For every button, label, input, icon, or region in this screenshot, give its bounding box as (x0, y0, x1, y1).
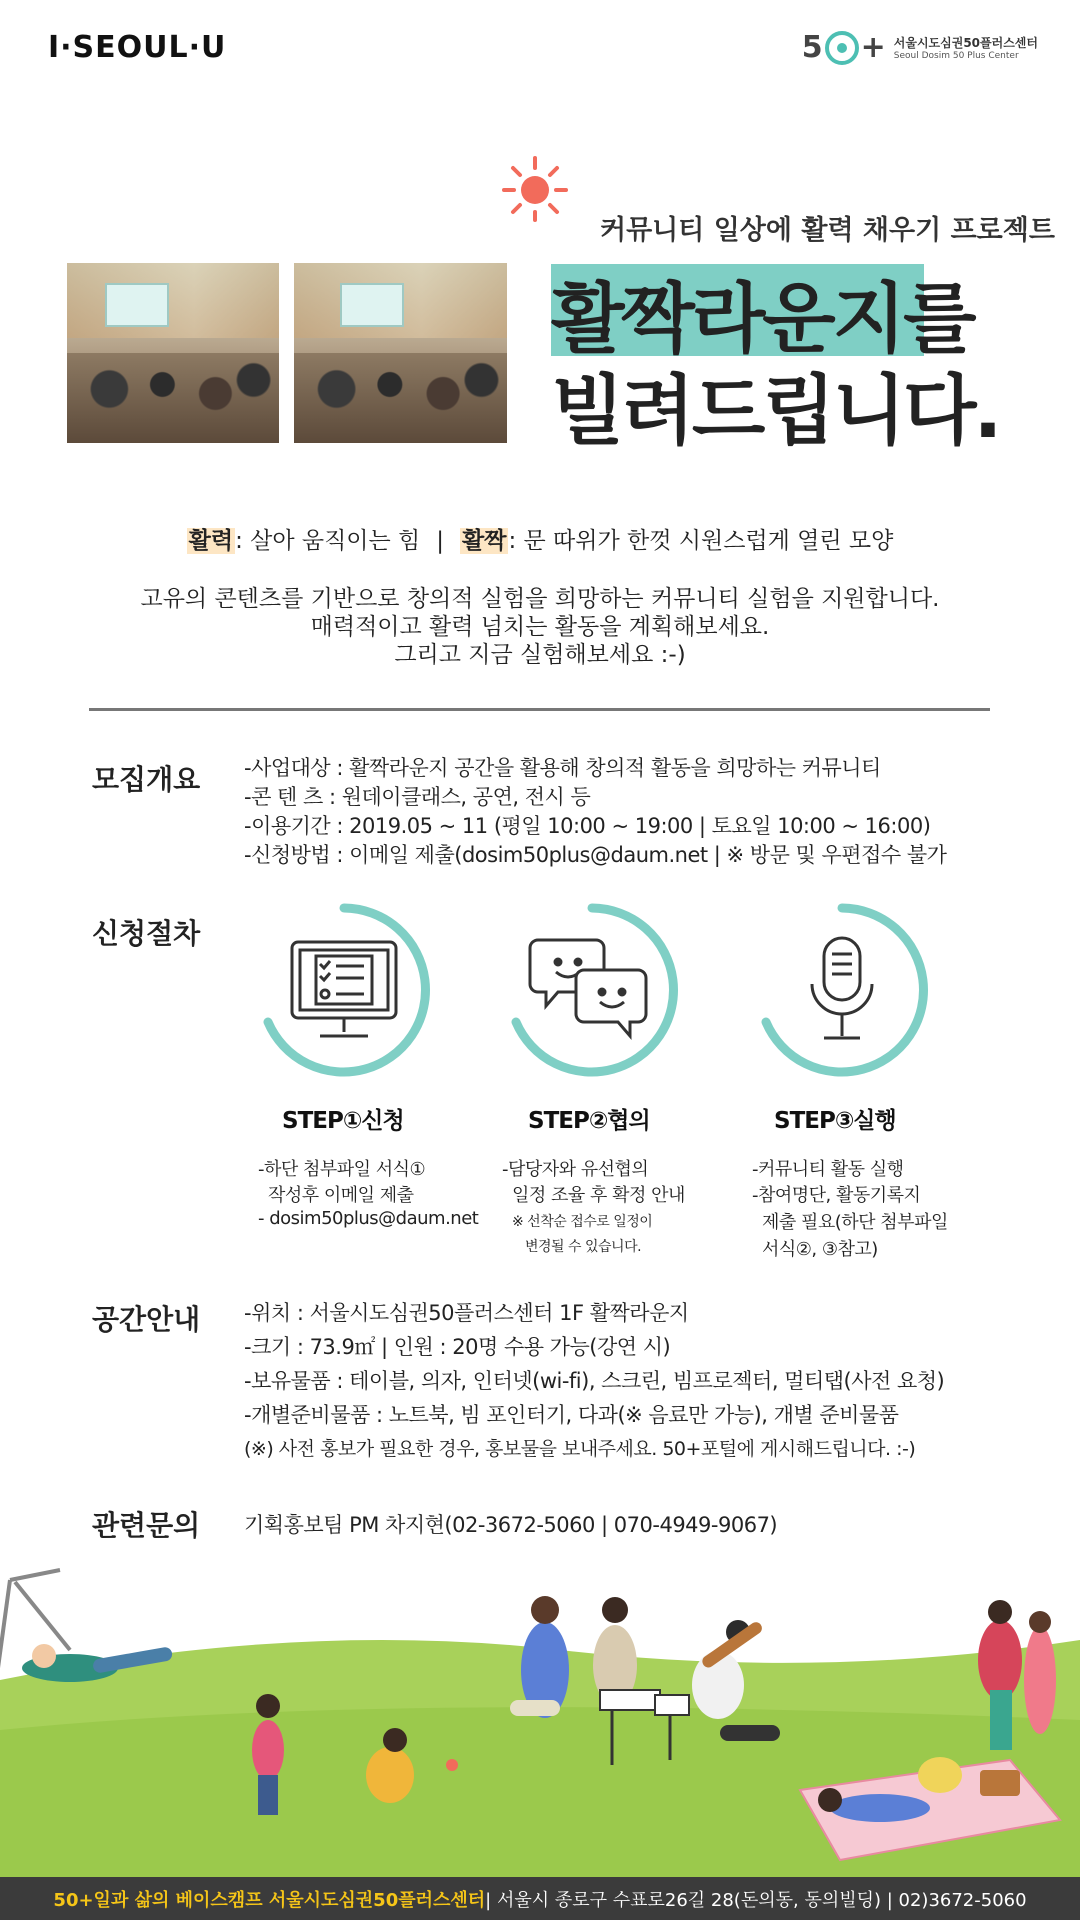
recruit-item-period: -이용기간 : 2019.05 ~ 11 (평일 10:00 ~ 19:00 | 토요일 10:00 ~ 16:00) (244, 814, 931, 838)
hero-title-line1: 활짝라운지를 (551, 274, 974, 363)
step3-desc-4: 서식②, ③참고) (762, 1239, 878, 1260)
procedure-title: 신청절차 (92, 917, 201, 950)
lounge-photo-1 (67, 263, 279, 443)
logo-ring-icon (825, 31, 859, 65)
logo-50-mark (802, 30, 886, 65)
contact-title: 관련문의 (92, 1509, 201, 1542)
step3-desc-3: 제출 필요(하단 첨부파일 (762, 1212, 948, 1233)
space-item-bring: -개별준비물품 : 노트북, 빔 포인터기, 다과(※ 음료만 가능), 개별 준비물품 (244, 1403, 899, 1427)
contact-text: 기획홍보팀 PM 차지현(02-3672-5060 | 070-4949-9067) (244, 1513, 778, 1537)
space-title: 공간안내 (92, 1303, 201, 1336)
lounge-photo-2 (294, 263, 507, 443)
step3-desc-2: -참여명단, 활동기록지 (752, 1185, 921, 1206)
step2-ring (502, 900, 682, 1080)
footer-highlight: 50+일과 삶의 베이스캠프 서울시도심권50플러스센터 (53, 1889, 486, 1911)
step3-ring (752, 900, 932, 1080)
logo-plus: + (860, 30, 886, 65)
space-item-location: -위치 : 서울시도심권50플러스센터 1F 활짝라운지 (244, 1301, 689, 1325)
step2-note-1: ※ 선착순 접수로 일정이 (512, 1214, 653, 1230)
i-seoul-u-logo: I·SEOUL·U (48, 30, 227, 65)
logo-50-digit: 5 (801, 30, 823, 65)
space-item-equipment: -보유물품 : 테이블, 의자, 인터넷(wi-fi), 스크린, 빔프로젝터, 멀티탭(사전 요청) (244, 1369, 945, 1393)
definitions-line (0, 522, 1080, 555)
microphone-icon (812, 938, 872, 1038)
logo-korean-name: 서울시도심권50플러스센터 (893, 36, 1038, 50)
definition-2: : 문 따위가 한껏 시원스럽게 열린 모양 (508, 528, 894, 554)
recruit-item-content: -콘 텐 츠 : 원데이클래스, 공연, 전시 등 (244, 785, 591, 809)
step3-title: STEP③실행 (774, 1108, 896, 1134)
hero-subtitle: 커뮤니티 일상에 활력 채우기 프로젝트 (600, 215, 1055, 246)
step2-desc-1: -담당자와 유선협의 (502, 1159, 649, 1180)
sun-icon (500, 152, 570, 222)
intro-line-2: 매력적이고 활력 넘치는 활동을 계획해보세요. (310, 614, 770, 640)
chat-bubbles-icon (530, 940, 646, 1036)
keyword-hwaljjak: 활짝 (462, 528, 507, 554)
keyword-hwallyeok: 활력 (188, 528, 234, 554)
step1-ring (254, 900, 434, 1080)
recruit-title: 모집개요 (92, 763, 201, 796)
footer-address: | 서울시 종로구 수표로26길 28(돈의동, 동의빌딩) | 02)3672-5060 (485, 1889, 1027, 1911)
step1-desc-2: 작성후 이메일 제출 (268, 1185, 414, 1206)
step3-desc-1: -커뮤니티 활동 실행 (752, 1159, 904, 1180)
definition-separator: | (436, 528, 445, 554)
monitor-checklist-icon (292, 942, 396, 1036)
recruit-item-target: -사업대상 : 활짝라운지 공간을 활용해 창의적 활동을 희망하는 커뮤니티 (244, 756, 881, 780)
logo-english-name: Seoul Dosim 50 Plus Center (893, 51, 1019, 61)
step1-desc-3: - dosim50plus@daum.net (258, 1208, 479, 1229)
section-divider (89, 708, 990, 711)
dosim-50plus-logo (802, 30, 1038, 65)
space-item-size: -크기 : 73.9㎡ | 인원 : 20명 수용 가능(강연 시) (244, 1335, 671, 1359)
step2-title: STEP②협의 (528, 1108, 650, 1134)
step2-note-2: 변경될 수 있습니다. (525, 1239, 642, 1255)
step1-desc-1: -하단 첨부파일 서식① (258, 1159, 426, 1180)
definition-1: : 살아 움직이는 힘 (235, 528, 421, 554)
recruit-item-method: -신청방법 : 이메일 제출(dosim50plus@daum.net | ※ 방문 및 우편접수 불가 (244, 843, 947, 867)
park-illustration (0, 1560, 1080, 1877)
intro-line-3: 그리고 지금 실험해보세요 :-) (394, 642, 686, 668)
step2-desc-2: 일정 조율 후 확정 안내 (512, 1185, 685, 1206)
intro-line-1: 고유의 콘텐츠를 기반으로 창의적 실험을 희망하는 커뮤니티 실험을 지원합니다. (140, 586, 940, 612)
hero-title-line2: 빌려드립니다. (551, 366, 1000, 455)
step1-title: STEP①신청 (282, 1108, 404, 1134)
space-item-note: (※) 사전 홍보가 필요한 경우, 홍보물을 보내주세요. 50+포털에 게시해드립니다. :-) (244, 1438, 916, 1460)
footer-bar (0, 1877, 1080, 1920)
